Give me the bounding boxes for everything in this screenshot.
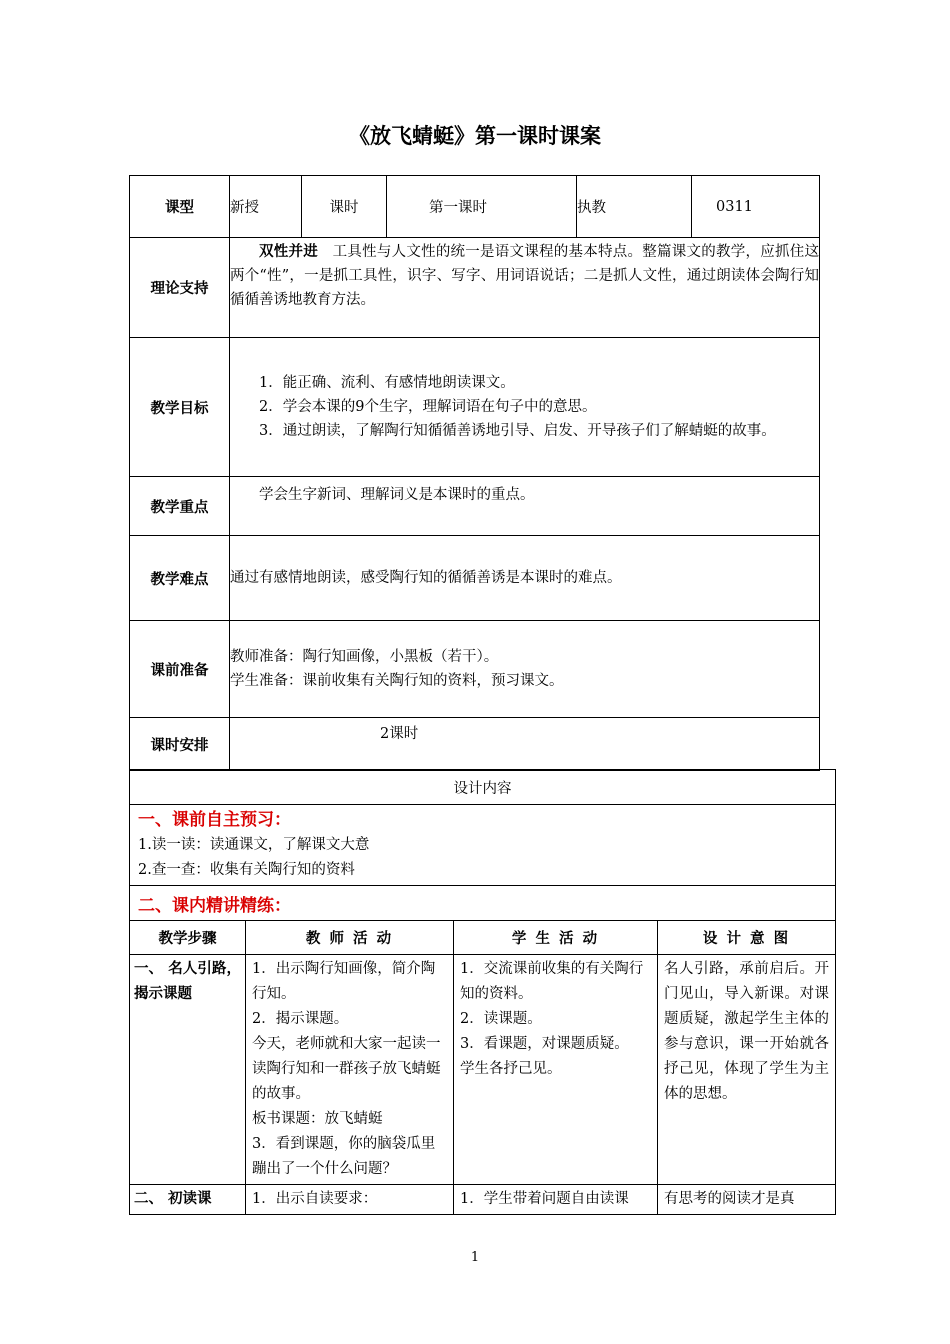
table-row bbox=[130, 955, 836, 1185]
section1-title: 一、课前自主预习： bbox=[138, 810, 291, 830]
period-label: 课时 bbox=[302, 176, 387, 238]
goal-item: 2．学会本课的9个生字，理解词语在句子中的意思。 bbox=[259, 399, 597, 415]
goal-item: 1．能正确、流利、有感情地朗读课文。 bbox=[259, 375, 515, 391]
section2-row bbox=[130, 886, 836, 921]
teacher-label: 执教 bbox=[577, 176, 692, 238]
theory-text bbox=[230, 240, 819, 312]
section1-item: 2.查一查：收集有关陶行知的资料 bbox=[138, 862, 355, 878]
student-activity-line: 3．看课题，对课题质疑。 bbox=[460, 1036, 629, 1052]
difficulty-text: 通过有感情地朗读，感受陶行知的循循善诱是本课时的难点。 bbox=[230, 570, 622, 586]
goal-item: 3．通过朗读，了解陶行知循循善诱地引导、启发、开导孩子们了解蜻蜓的故事。 bbox=[259, 423, 776, 439]
prep-teacher: 教师准备：陶行知画像，小黑板（若干）。 bbox=[230, 649, 499, 665]
col-header-student: 学 生 活 动 bbox=[454, 921, 658, 955]
goals-row bbox=[130, 338, 820, 477]
table-row bbox=[130, 1185, 836, 1215]
col-header-step: 教学步骤 bbox=[130, 921, 246, 955]
student-activity-line: 1．交流课前收集的有关陶行知的资料。 bbox=[460, 961, 644, 1002]
teacher-activity bbox=[246, 955, 454, 1185]
teacher-activity-line: 3．看到课题，你的脑袋瓜里蹦出了一个什么问题？ bbox=[252, 1136, 436, 1177]
schedule-label: 课时安排 bbox=[130, 718, 230, 771]
schedule-row bbox=[130, 718, 820, 771]
period-value: 第一课时 bbox=[387, 176, 577, 238]
design-table bbox=[129, 769, 836, 1215]
difficulty-row bbox=[130, 536, 820, 621]
lesson-info-table bbox=[129, 175, 820, 771]
student-activity-line: 学生各抒己见。 bbox=[460, 1061, 562, 1077]
teacher-activity-line: 1．出示自读要求： bbox=[252, 1191, 378, 1207]
section2-title: 二、课内精讲精练： bbox=[138, 895, 291, 916]
teacher-activity-line: 1．出示陶行知画像，简介陶行知。 bbox=[252, 961, 436, 1002]
student-activity bbox=[454, 1185, 658, 1215]
teacher-value: 0311 bbox=[692, 176, 820, 238]
student-activity-line: 1．学生带着问题自由读课 bbox=[460, 1191, 629, 1207]
step-name: 二、 初读课 bbox=[130, 1185, 246, 1215]
teacher-activity-line: 2．揭示课题。 bbox=[252, 1011, 349, 1027]
step-name: 一、 名人引路，揭示课题 bbox=[130, 955, 246, 1185]
type-label: 课型 bbox=[130, 176, 230, 238]
page-number: 1 bbox=[470, 1250, 480, 1265]
difficulty-label: 教学难点 bbox=[130, 536, 230, 621]
student-activity bbox=[454, 955, 658, 1185]
design-intent: 有思考的阅读才是真 bbox=[658, 1185, 836, 1215]
theory-bold-lead: 双性并进 bbox=[259, 244, 318, 260]
section1-item: 1.读一读：读通课文，了解课文大意 bbox=[138, 837, 370, 853]
design-heading-row bbox=[130, 770, 836, 805]
col-header-teacher: 教 师 活 动 bbox=[246, 921, 454, 955]
design-intent: 名人引路，承前启后。开门见山，导入新课。对课题质疑，激起学生主体的参与意识，课一开始就各抒己见，体现了学生为主体的思想。 bbox=[658, 955, 836, 1185]
steps-header-row bbox=[130, 921, 836, 955]
teacher-activity-line: 今天，老师就和大家一起读一读陶行知和一群孩子放飞蜻蜓的故事。 bbox=[252, 1036, 441, 1102]
preview-section-row bbox=[130, 805, 836, 886]
theory-row bbox=[130, 238, 820, 338]
design-heading: 设计内容 bbox=[130, 770, 836, 805]
focus-row bbox=[130, 477, 820, 536]
teacher-activity bbox=[246, 1185, 454, 1215]
prep-student: 学生准备：课前收集有关陶行知的资料，预习课文。 bbox=[230, 673, 564, 689]
prep-label: 课前准备 bbox=[130, 621, 230, 718]
theory-body: 工具性与人文性的统一是语文课程的基本特点。整篇课文的教学，应抓住这两个“性”，一是抓工具性，识字、写字、用词语说话；二是抓人文性，通过朗读体会陶行知循循善诱地教育方法。 bbox=[230, 244, 820, 308]
focus-label: 教学重点 bbox=[130, 477, 230, 536]
goals-label: 教学目标 bbox=[130, 338, 230, 477]
focus-text: 学会生字新词、理解词义是本课时的重点。 bbox=[259, 487, 535, 503]
student-activity-line: 2．读课题。 bbox=[460, 1011, 542, 1027]
header-row bbox=[130, 176, 820, 238]
schedule-text: 2课时 bbox=[230, 718, 820, 771]
teacher-activity-line: 板书课题：放飞蜻蜓 bbox=[252, 1111, 383, 1127]
type-value: 新授 bbox=[230, 176, 302, 238]
prep-row bbox=[130, 621, 820, 718]
theory-label: 理论支持 bbox=[130, 238, 230, 338]
document-title: 《放飞蜻蜓》第一课时课案 bbox=[349, 124, 601, 148]
col-header-intent: 设 计 意 图 bbox=[658, 921, 836, 955]
